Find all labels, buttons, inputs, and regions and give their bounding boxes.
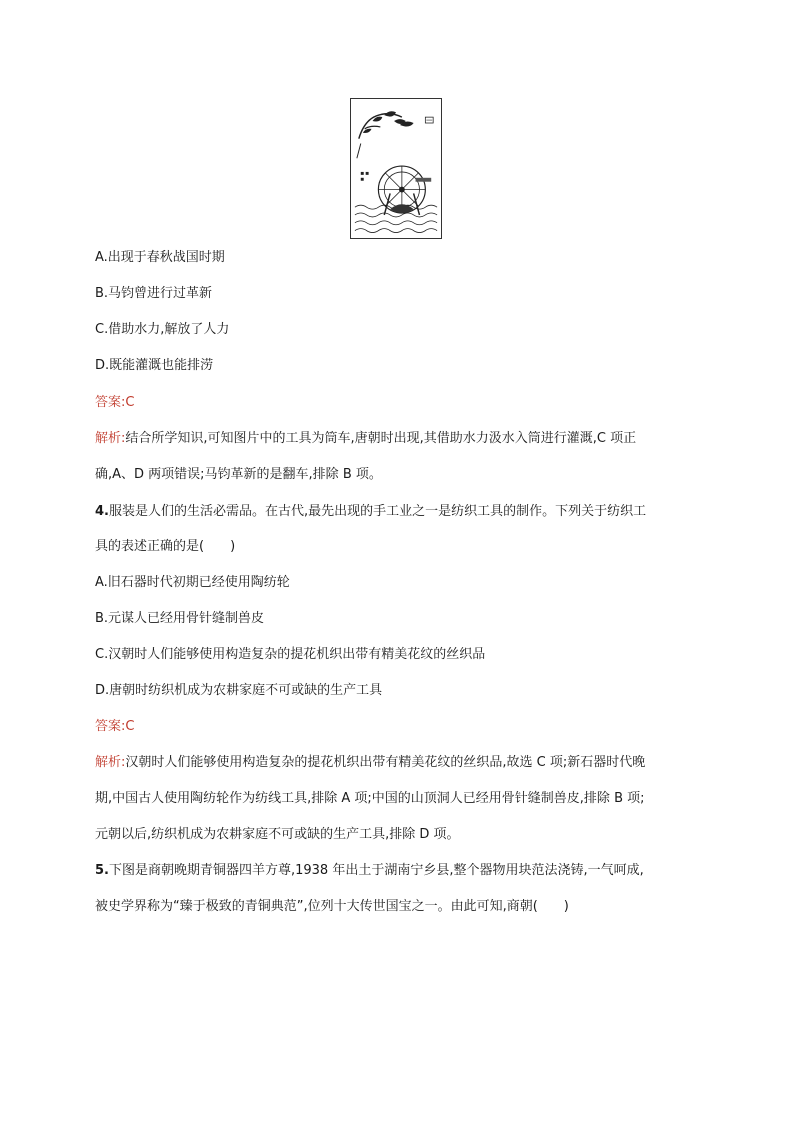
q4-answer: 答案:C [95, 719, 135, 734]
q3-analysis-line1 [95, 430, 636, 448]
q4-analysis-label: 解析: [95, 755, 126, 770]
q4-number: 4. [95, 504, 109, 519]
q4-analysis-text: 汉朝时人们能够使用构造复杂的提花机织出带有精美花纹的丝织品,故选 C 项;新石器时代晚 [125, 755, 646, 770]
q4-stem-text: 服装是人们的生活必需品。在古代,最先出现的手工业之一是纺织工具的制作。下列关于纺织工 [108, 504, 647, 519]
q4-analysis-line2: 期,中国古人使用陶纺轮作为纺线工具,排除 A 项;中国的山顶洞人已经用骨针缝制兽皮,排除 B 项; [95, 791, 645, 806]
q3-analysis-label: 解析: [95, 431, 126, 446]
q4-analysis-line3: 元朝以后,纺织机成为农耕家庭不可或缺的生产工具,排除 D 项。 [95, 827, 460, 842]
q5-number: 5. [95, 863, 109, 878]
q4-stem-line2: 具的表述正确的是( ) [95, 539, 236, 554]
q4-stem-line1 [95, 503, 646, 521]
q3-option-c: C.借助水力,解放了人力 [95, 322, 230, 337]
q3-answer: 答案:C [95, 395, 135, 410]
q3-option-b: B.马钧曾进行过革新 [95, 286, 213, 301]
q5-stem-line1 [95, 862, 644, 880]
q4-option-d: D.唐朝时纺织机成为农耕家庭不可或缺的生产工具 [95, 683, 383, 698]
waterwheel-illustration [350, 98, 442, 239]
q3-analysis-line2: 确,A、D 两项错误;马钧革新的是翻车,排除 B 项。 [95, 467, 382, 482]
q4-option-c: C.汉朝时人们能够使用构造复杂的提花机织出带有精美花纹的丝织品 [95, 647, 486, 662]
q5-stem-line2: 被史学界称为“臻于极致的青铜典范”,位列十大传世国宝之一。由此可知,商朝( ) [95, 899, 569, 914]
q4-analysis-line1 [95, 754, 645, 772]
q4-option-a: A.旧石器时代初期已经使用陶纺轮 [95, 575, 290, 590]
q4-option-b: B.元谋人已经用骨针缝制兽皮 [95, 611, 265, 626]
q5-stem-text: 下图是商朝晚期青铜器四羊方尊,1938 年出土于湖南宁乡县,整个器物用块范法浇铸,一气呵成, [108, 863, 644, 878]
q3-option-d: D.既能灌溉也能排涝 [95, 358, 214, 373]
q3-analysis-text: 结合所学知识,可知图片中的工具为筒车,唐朝时出现,其借助水力汲水入筒进行灌溉,C 项正 [125, 431, 637, 446]
q3-option-a: A.出现于春秋战国时期 [95, 250, 225, 265]
